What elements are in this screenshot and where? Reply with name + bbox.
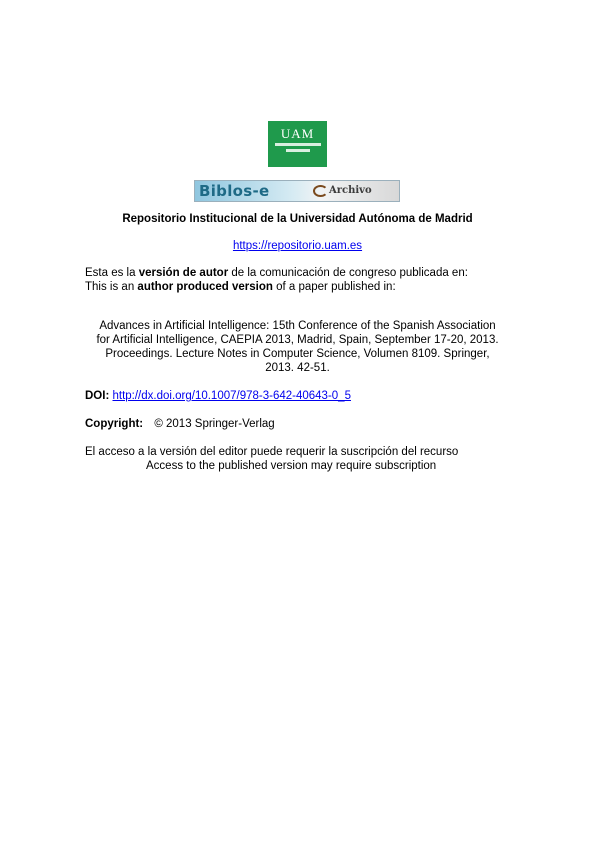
banner-swirl-icon <box>313 185 328 197</box>
copyright-label: Copyright: <box>85 418 144 430</box>
citation-line-3: Proceedings. Lecture Notes in Computer Science, Volumen 8109. Springer, <box>105 348 490 360</box>
notice-en-suffix: of a paper published in: <box>272 281 396 293</box>
notice-es-prefix: Esta es la <box>85 267 139 279</box>
notice-en <box>85 281 396 294</box>
uam-logo-mark: UAM <box>280 126 315 141</box>
citation-line-1: Advances in Artificial Intelligence: 15th Conference of the Spanish Association <box>99 320 496 332</box>
uam-logo-bar <box>275 143 321 146</box>
uam-logo-bar <box>286 149 310 152</box>
notice-es <box>85 267 468 280</box>
uam-logo <box>268 121 327 167</box>
access-note-en: Access to the published version may require subscription <box>146 460 437 472</box>
notice-es-suffix: de la comunicación de congreso publicada en: <box>228 267 468 279</box>
notice-en-bold: author produced version <box>137 281 273 293</box>
doi-line <box>85 390 351 403</box>
doi-link[interactable]: http://dx.doi.org/10.1007/978-3-642-40643-0_5 <box>112 390 351 402</box>
biblos-e-banner <box>194 180 400 202</box>
repository-link-line <box>0 240 595 253</box>
access-note-es: El acceso a la versión del editor puede requerir la suscripción del recurso <box>85 446 459 458</box>
copyright-value: © 2013 Springer-Verlag <box>154 418 275 430</box>
doi-label: DOI: <box>85 390 110 402</box>
repository-title: Repositorio Institucional de la Universidad Autónoma de Madrid <box>122 213 473 225</box>
notice-en-prefix: This is an <box>85 281 138 293</box>
copyright-line <box>85 418 275 431</box>
citation-line-2: for Artificial Intelligence, CAEPIA 2013, Madrid, Spain, September 17-20, 2013. <box>96 334 499 346</box>
notice-es-bold: versión de autor <box>138 267 229 279</box>
banner-subtitle: Archivo <box>329 185 372 196</box>
repository-link[interactable]: https://repositorio.uam.es <box>232 240 363 252</box>
citation-line-4: 2013. 42-51. <box>265 362 330 374</box>
banner-title: Biblos-e <box>199 182 270 200</box>
